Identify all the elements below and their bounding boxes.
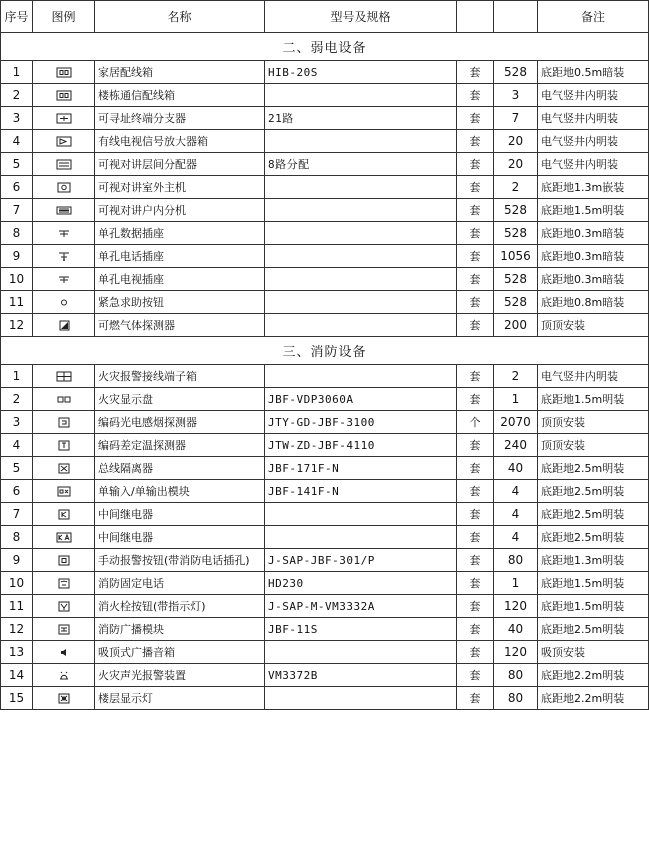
row-number: 9 xyxy=(1,549,33,572)
section-title: 三、消防设备 xyxy=(1,337,649,365)
legend-cell xyxy=(33,549,95,572)
row-number: 11 xyxy=(1,291,33,314)
item-unit: 套 xyxy=(457,84,494,107)
item-name: 紧急求助按钮 xyxy=(95,291,265,314)
item-model: JTY-GD-JBF-3100 xyxy=(265,411,457,434)
item-model: HIB-20S xyxy=(265,61,457,84)
item-model xyxy=(265,526,457,549)
legend-cell xyxy=(33,314,95,337)
table-row xyxy=(1,130,649,153)
item-name: 单孔电话插座 xyxy=(95,245,265,268)
item-note: 电气竖井内明装 xyxy=(538,153,649,176)
row-number: 5 xyxy=(1,457,33,480)
table-row xyxy=(1,291,649,314)
item-quantity: 2070 xyxy=(494,411,538,434)
item-unit: 套 xyxy=(457,388,494,411)
legend-cell xyxy=(33,176,95,199)
item-unit: 套 xyxy=(457,457,494,480)
item-note: 底距地2.5m明装 xyxy=(538,526,649,549)
outdoor-host-icon xyxy=(56,182,72,193)
header-qty xyxy=(494,1,538,33)
item-name: 吸顶式广播音箱 xyxy=(95,641,265,664)
item-name: 有线电视信号放大器箱 xyxy=(95,130,265,153)
row-number: 6 xyxy=(1,176,33,199)
legend-cell xyxy=(33,84,95,107)
distribution-box-icon xyxy=(56,90,72,101)
tv-outlet-icon xyxy=(56,228,72,239)
legend-cell xyxy=(33,291,95,314)
item-name: 中间继电器 xyxy=(95,526,265,549)
item-quantity: 1 xyxy=(494,388,538,411)
item-name: 火灾声光报警装置 xyxy=(95,664,265,687)
item-name: 可寻址终端分支器 xyxy=(95,107,265,130)
legend-cell xyxy=(33,107,95,130)
tv-outlet-icon xyxy=(56,274,72,285)
item-name: 手动报警按钮(带消防电话插孔) xyxy=(95,549,265,572)
item-quantity: 3 xyxy=(494,84,538,107)
legend-cell xyxy=(33,130,95,153)
item-name: 消防广播模块 xyxy=(95,618,265,641)
item-name: 可视对讲户内分机 xyxy=(95,199,265,222)
item-unit: 套 xyxy=(457,618,494,641)
item-model: 21路 xyxy=(265,107,457,130)
item-name: 总线隔离器 xyxy=(95,457,265,480)
item-name: 火灾报警接线端子箱 xyxy=(95,365,265,388)
item-model xyxy=(265,687,457,710)
item-note: 底距地1.3m嵌装 xyxy=(538,176,649,199)
item-quantity: 4 xyxy=(494,526,538,549)
header-no: 序号 xyxy=(1,1,33,33)
row-number: 7 xyxy=(1,503,33,526)
item-model: JBF-11S xyxy=(265,618,457,641)
gas-detector-icon xyxy=(56,320,72,331)
table-row xyxy=(1,268,649,291)
item-note: 电气竖井内明装 xyxy=(538,84,649,107)
alarm-bell-icon xyxy=(56,670,72,681)
item-name: 可视对讲层间分配器 xyxy=(95,153,265,176)
item-quantity: 528 xyxy=(494,222,538,245)
item-quantity: 4 xyxy=(494,503,538,526)
item-unit: 套 xyxy=(457,595,494,618)
item-note: 吸顶安装 xyxy=(538,641,649,664)
item-quantity: 1056 xyxy=(494,245,538,268)
item-note: 底距地2.5m明装 xyxy=(538,618,649,641)
table-row xyxy=(1,61,649,84)
item-unit: 套 xyxy=(457,641,494,664)
item-note: 底距地1.5m明装 xyxy=(538,199,649,222)
item-quantity: 2 xyxy=(494,176,538,199)
item-name: 中间继电器 xyxy=(95,503,265,526)
item-name: 楼层显示灯 xyxy=(95,687,265,710)
item-note: 顶顶安装 xyxy=(538,411,649,434)
item-unit: 套 xyxy=(457,291,494,314)
item-name: 单孔电视插座 xyxy=(95,268,265,291)
item-model xyxy=(265,365,457,388)
table-row xyxy=(1,549,649,572)
legend-cell xyxy=(33,687,95,710)
item-model: JBF-141F-N xyxy=(265,480,457,503)
item-unit: 套 xyxy=(457,365,494,388)
row-number: 4 xyxy=(1,434,33,457)
table-row xyxy=(1,618,649,641)
item-quantity: 80 xyxy=(494,687,538,710)
header-model: 型号及规格 xyxy=(265,1,457,33)
table-row xyxy=(1,572,649,595)
row-number: 8 xyxy=(1,222,33,245)
row-number: 4 xyxy=(1,130,33,153)
isolator-icon xyxy=(56,463,72,474)
item-note: 底距地2.2m明装 xyxy=(538,687,649,710)
item-model xyxy=(265,222,457,245)
legend-cell xyxy=(33,595,95,618)
item-note: 电气竖井内明装 xyxy=(538,107,649,130)
table-row xyxy=(1,314,649,337)
item-unit: 套 xyxy=(457,434,494,457)
item-note: 底距地2.5m明装 xyxy=(538,503,649,526)
item-name: 火灾显示盘 xyxy=(95,388,265,411)
item-quantity: 1 xyxy=(494,572,538,595)
item-name: 可视对讲室外主机 xyxy=(95,176,265,199)
phone-outlet-icon xyxy=(56,251,72,262)
legend-cell xyxy=(33,572,95,595)
item-note: 顶顶安装 xyxy=(538,434,649,457)
item-model: J-SAP-M-VM3332A xyxy=(265,595,457,618)
item-model: JBF-VDP3060A xyxy=(265,388,457,411)
row-number: 1 xyxy=(1,365,33,388)
relay-ka-icon xyxy=(56,532,72,543)
row-number: 11 xyxy=(1,595,33,618)
legend-cell xyxy=(33,641,95,664)
heat-detector-icon xyxy=(56,440,72,451)
item-note: 底距地0.8m暗装 xyxy=(538,291,649,314)
legend-cell xyxy=(33,268,95,291)
item-quantity: 20 xyxy=(494,153,538,176)
item-quantity: 40 xyxy=(494,618,538,641)
item-note: 电气竖井内明装 xyxy=(538,130,649,153)
item-note: 底距地1.5m明装 xyxy=(538,572,649,595)
emergency-button-icon xyxy=(56,297,72,308)
row-number: 10 xyxy=(1,572,33,595)
item-model: JBF-171F-N xyxy=(265,457,457,480)
item-note: 底距地2.5m明装 xyxy=(538,480,649,503)
item-quantity: 2 xyxy=(494,365,538,388)
row-number: 14 xyxy=(1,664,33,687)
item-unit: 套 xyxy=(457,314,494,337)
floor-lamp-icon xyxy=(56,693,72,704)
item-model xyxy=(265,245,457,268)
section-title: 二、弱电设备 xyxy=(1,33,649,61)
item-model: VM3372B xyxy=(265,664,457,687)
splitter-icon xyxy=(56,113,72,124)
manual-alarm-icon xyxy=(56,555,72,566)
table-row xyxy=(1,411,649,434)
legend-cell xyxy=(33,153,95,176)
legend-cell xyxy=(33,388,95,411)
row-number: 13 xyxy=(1,641,33,664)
item-quantity: 4 xyxy=(494,480,538,503)
item-unit: 套 xyxy=(457,687,494,710)
item-note: 底距地0.3m暗装 xyxy=(538,268,649,291)
item-name: 编码光电感烟探测器 xyxy=(95,411,265,434)
relay-icon xyxy=(56,509,72,520)
legend-cell xyxy=(33,434,95,457)
table-row xyxy=(1,84,649,107)
item-model xyxy=(265,268,457,291)
terminal-box-icon xyxy=(56,371,72,382)
item-quantity: 528 xyxy=(494,61,538,84)
item-name: 编码差定温探测器 xyxy=(95,434,265,457)
table-row xyxy=(1,245,649,268)
table-row xyxy=(1,199,649,222)
item-unit: 套 xyxy=(457,130,494,153)
item-unit: 套 xyxy=(457,153,494,176)
item-quantity: 80 xyxy=(494,549,538,572)
item-name: 单孔数据插座 xyxy=(95,222,265,245)
row-number: 15 xyxy=(1,687,33,710)
item-unit: 套 xyxy=(457,176,494,199)
item-note: 底距地1.5m明装 xyxy=(538,595,649,618)
table-row xyxy=(1,107,649,130)
section-header-row xyxy=(1,33,649,61)
item-quantity: 120 xyxy=(494,641,538,664)
item-model: 8路分配 xyxy=(265,153,457,176)
item-model xyxy=(265,503,457,526)
item-quantity: 40 xyxy=(494,457,538,480)
distribution-box-icon xyxy=(56,67,72,78)
item-quantity: 200 xyxy=(494,314,538,337)
table-row xyxy=(1,641,649,664)
item-unit: 套 xyxy=(457,572,494,595)
item-model xyxy=(265,176,457,199)
item-model xyxy=(265,641,457,664)
legend-cell xyxy=(33,503,95,526)
legend-cell xyxy=(33,618,95,641)
smoke-detector-icon xyxy=(56,417,72,428)
item-model xyxy=(265,199,457,222)
item-model xyxy=(265,130,457,153)
legend-cell xyxy=(33,664,95,687)
row-number: 2 xyxy=(1,84,33,107)
item-name: 可燃气体探测器 xyxy=(95,314,265,337)
item-unit: 套 xyxy=(457,199,494,222)
floor-display-icon xyxy=(56,394,72,405)
item-unit: 套 xyxy=(457,268,494,291)
row-number: 3 xyxy=(1,107,33,130)
item-quantity: 120 xyxy=(494,595,538,618)
section-header-row xyxy=(1,337,649,365)
row-number: 8 xyxy=(1,526,33,549)
item-note: 底距地1.3m明装 xyxy=(538,549,649,572)
item-model: JTW-ZD-JBF-4110 xyxy=(265,434,457,457)
item-note: 底距地0.3m暗装 xyxy=(538,222,649,245)
item-unit: 套 xyxy=(457,107,494,130)
item-unit: 套 xyxy=(457,664,494,687)
legend-cell xyxy=(33,480,95,503)
row-number: 5 xyxy=(1,153,33,176)
item-unit: 套 xyxy=(457,222,494,245)
table-row xyxy=(1,388,649,411)
intercom-divider-icon xyxy=(56,159,72,170)
item-note: 底距地1.5m明装 xyxy=(538,388,649,411)
row-number: 2 xyxy=(1,388,33,411)
legend-cell xyxy=(33,526,95,549)
item-quantity: 20 xyxy=(494,130,538,153)
amplifier-box-icon xyxy=(56,136,72,147)
table-row xyxy=(1,222,649,245)
header-name: 名称 xyxy=(95,1,265,33)
table-row xyxy=(1,480,649,503)
item-note: 底距地0.3m暗装 xyxy=(538,245,649,268)
item-unit: 套 xyxy=(457,480,494,503)
header-unit xyxy=(457,1,494,33)
item-quantity: 528 xyxy=(494,199,538,222)
item-unit: 套 xyxy=(457,526,494,549)
table-row xyxy=(1,176,649,199)
item-quantity: 528 xyxy=(494,268,538,291)
table-row xyxy=(1,526,649,549)
row-number: 9 xyxy=(1,245,33,268)
item-name: 消防固定电话 xyxy=(95,572,265,595)
row-number: 12 xyxy=(1,618,33,641)
item-model xyxy=(265,84,457,107)
item-quantity: 240 xyxy=(494,434,538,457)
item-note: 顶顶安装 xyxy=(538,314,649,337)
item-model xyxy=(265,291,457,314)
table-row xyxy=(1,434,649,457)
legend-cell xyxy=(33,61,95,84)
table-row xyxy=(1,457,649,480)
item-note: 底距地0.5m暗装 xyxy=(538,61,649,84)
fire-phone-icon xyxy=(56,578,72,589)
indoor-unit-icon xyxy=(56,205,72,216)
item-unit: 套 xyxy=(457,61,494,84)
item-unit: 个 xyxy=(457,411,494,434)
table-row xyxy=(1,595,649,618)
item-name: 家居配线箱 xyxy=(95,61,265,84)
legend-cell xyxy=(33,365,95,388)
row-number: 12 xyxy=(1,314,33,337)
legend-cell xyxy=(33,199,95,222)
legend-cell xyxy=(33,411,95,434)
item-quantity: 7 xyxy=(494,107,538,130)
item-note: 底距地2.2m明装 xyxy=(538,664,649,687)
header-note: 备注 xyxy=(538,1,649,33)
item-note: 电气竖井内明装 xyxy=(538,365,649,388)
item-model xyxy=(265,314,457,337)
table-row xyxy=(1,687,649,710)
item-name: 单输入/单输出模块 xyxy=(95,480,265,503)
header-icon: 图例 xyxy=(33,1,95,33)
io-module-icon xyxy=(56,486,72,497)
item-unit: 套 xyxy=(457,245,494,268)
item-unit: 套 xyxy=(457,503,494,526)
item-name: 消火栓按钮(带指示灯) xyxy=(95,595,265,618)
table-row xyxy=(1,153,649,176)
row-number: 3 xyxy=(1,411,33,434)
table-row xyxy=(1,365,649,388)
broadcast-module-icon xyxy=(56,624,72,635)
header-row xyxy=(1,1,649,33)
legend-cell xyxy=(33,457,95,480)
item-quantity: 528 xyxy=(494,291,538,314)
row-number: 7 xyxy=(1,199,33,222)
row-number: 10 xyxy=(1,268,33,291)
item-quantity: 80 xyxy=(494,664,538,687)
item-model: HD230 xyxy=(265,572,457,595)
table-row xyxy=(1,664,649,687)
item-model: J-SAP-JBF-301/P xyxy=(265,549,457,572)
table-row xyxy=(1,503,649,526)
legend-cell xyxy=(33,222,95,245)
row-number: 6 xyxy=(1,480,33,503)
item-unit: 套 xyxy=(457,549,494,572)
speaker-icon xyxy=(56,647,72,658)
hydrant-button-icon xyxy=(56,601,72,612)
item-note: 底距地2.5m明装 xyxy=(538,457,649,480)
item-name: 楼栋通信配线箱 xyxy=(95,84,265,107)
row-number: 1 xyxy=(1,61,33,84)
legend-cell xyxy=(33,245,95,268)
